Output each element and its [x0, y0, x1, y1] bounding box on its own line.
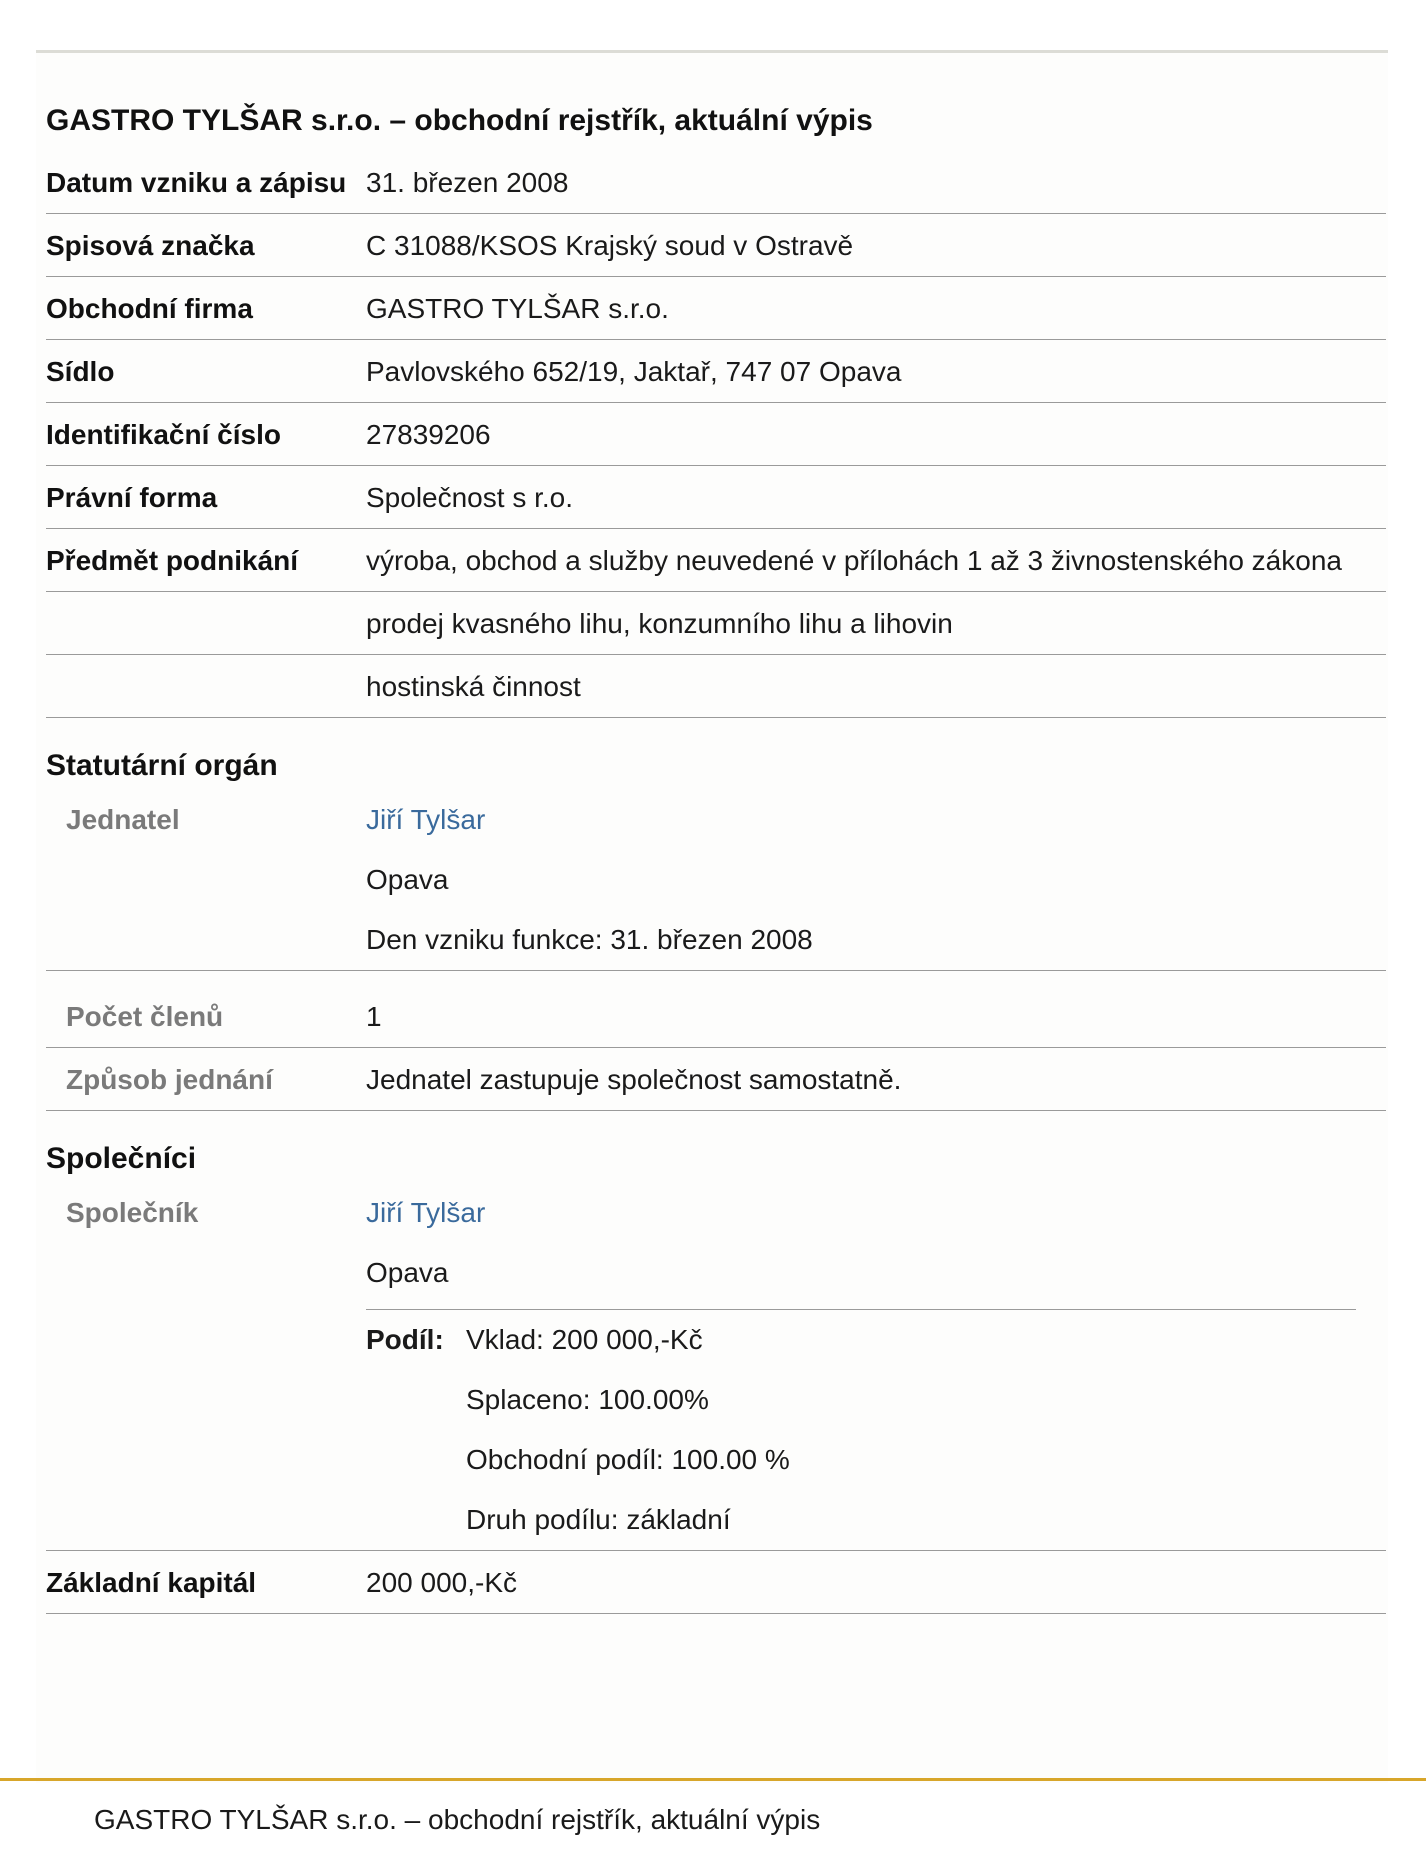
row-identifikacni-cislo	[46, 403, 1386, 466]
label-predmet-podnikani: Předmět podnikání	[46, 545, 299, 576]
label-zakladni-kapital: Základní kapitál	[46, 1567, 257, 1598]
podil-vklad: Vklad: 200 000,-Kč	[466, 1324, 703, 1355]
row-obchodni-firma	[46, 277, 1386, 340]
podil-label: Podíl:	[366, 1324, 444, 1355]
row-predmet-podnikani-3	[46, 655, 1386, 718]
label-spolecnik: Společník	[66, 1197, 199, 1228]
value-spolecnik	[366, 1181, 1386, 1550]
podil-splaceno: Splaceno: 100.00%	[466, 1384, 709, 1415]
podil-druh: Druh podílu: základní	[466, 1504, 731, 1535]
podil-details	[466, 1310, 790, 1550]
footer-title: GASTRO TYLŠAR s.r.o. – obchodní rejstřík, aktuální výpis	[94, 1804, 821, 1835]
row-zpusob-jednani	[46, 1048, 1386, 1111]
label-datum-vzniku	[46, 151, 366, 213]
page-title: GASTRO TYLŠAR s.r.o. – obchodní rejstřík, aktuální výpis	[46, 104, 873, 137]
row-sidlo	[46, 340, 1386, 403]
row-pravni-forma	[46, 466, 1386, 529]
label-sidlo: Sídlo	[46, 356, 115, 387]
label-spisova-znacka: Spisová značka	[46, 230, 255, 261]
row-pocet-clenu	[46, 971, 1386, 1048]
row-datum-vzniku	[46, 151, 1386, 214]
section-statutarni-organ: Statutární orgán	[46, 749, 278, 782]
label-jednatel: Jednatel	[66, 804, 180, 835]
spolecnik-name-link[interactable]: Jiří Tylšar	[366, 1197, 486, 1228]
label-zpusob-jednani: Způsob jednání	[66, 1064, 273, 1095]
value-datum-vzniku: 31. březen 2008	[366, 167, 569, 198]
row-predmet-podnikani-1	[46, 529, 1386, 592]
value-predmet-podnikani-1: výroba, obchod a služby neuvedené v přílohách 1 až 3 živnostenského zákona	[366, 545, 1342, 576]
value-pocet-clenu: 1	[366, 1001, 382, 1032]
jednatel-since: Den vzniku funkce: 31. březen 2008	[366, 924, 813, 955]
value-zpusob-jednani: Jednatel zastupuje společnost samostatně.	[366, 1064, 902, 1095]
value-zakladni-kapital: 200 000,-Kč	[366, 1567, 517, 1598]
document-content	[46, 53, 1386, 1614]
label-empty	[46, 592, 366, 654]
section-spolecnici: Společníci	[46, 1142, 197, 1175]
value-sidlo: Pavlovského 652/19, Jaktař, 747 07 Opava	[366, 356, 902, 387]
label-pocet-clenu: Počet členů	[66, 1001, 224, 1032]
spolecnik-city: Opava	[366, 1257, 449, 1288]
value-pravni-forma: Společnost s r.o.	[366, 482, 574, 513]
row-spisova-znacka	[46, 214, 1386, 277]
label-obchodni-firma: Obchodní firma	[46, 293, 253, 324]
row-jednatel	[46, 788, 1386, 971]
jednatel-city: Opava	[366, 864, 449, 895]
label-pravni-forma: Právní forma	[46, 482, 218, 513]
label-datum-vzniku-text: Datum vzniku a zápisu	[46, 167, 347, 198]
value-spisova-znacka: C 31088/KSOS Krajský soud v Ostravě	[366, 230, 854, 261]
label-empty	[46, 655, 366, 717]
podil-block	[366, 1310, 1386, 1550]
podil-obchodni: Obchodní podíl: 100.00 %	[466, 1444, 790, 1475]
label-identifikacni-cislo: Identifikační číslo	[46, 419, 281, 450]
value-predmet-podnikani-3: hostinská činnost	[366, 671, 581, 702]
row-zakladni-kapital	[46, 1551, 1386, 1614]
jednatel-name-link[interactable]: Jiří Tylšar	[366, 804, 486, 835]
value-predmet-podnikani-2: prodej kvasného lihu, konzumního lihu a lihovin	[366, 608, 953, 639]
value-identifikacni-cislo: 27839206	[366, 419, 491, 450]
document-page	[36, 50, 1388, 1783]
value-jednatel	[366, 788, 1386, 970]
row-predmet-podnikani-2	[46, 592, 1386, 655]
row-spolecnik	[46, 1181, 1386, 1551]
footer-divider	[0, 1778, 1426, 1781]
value-obchodni-firma: GASTRO TYLŠAR s.r.o.	[366, 293, 669, 324]
